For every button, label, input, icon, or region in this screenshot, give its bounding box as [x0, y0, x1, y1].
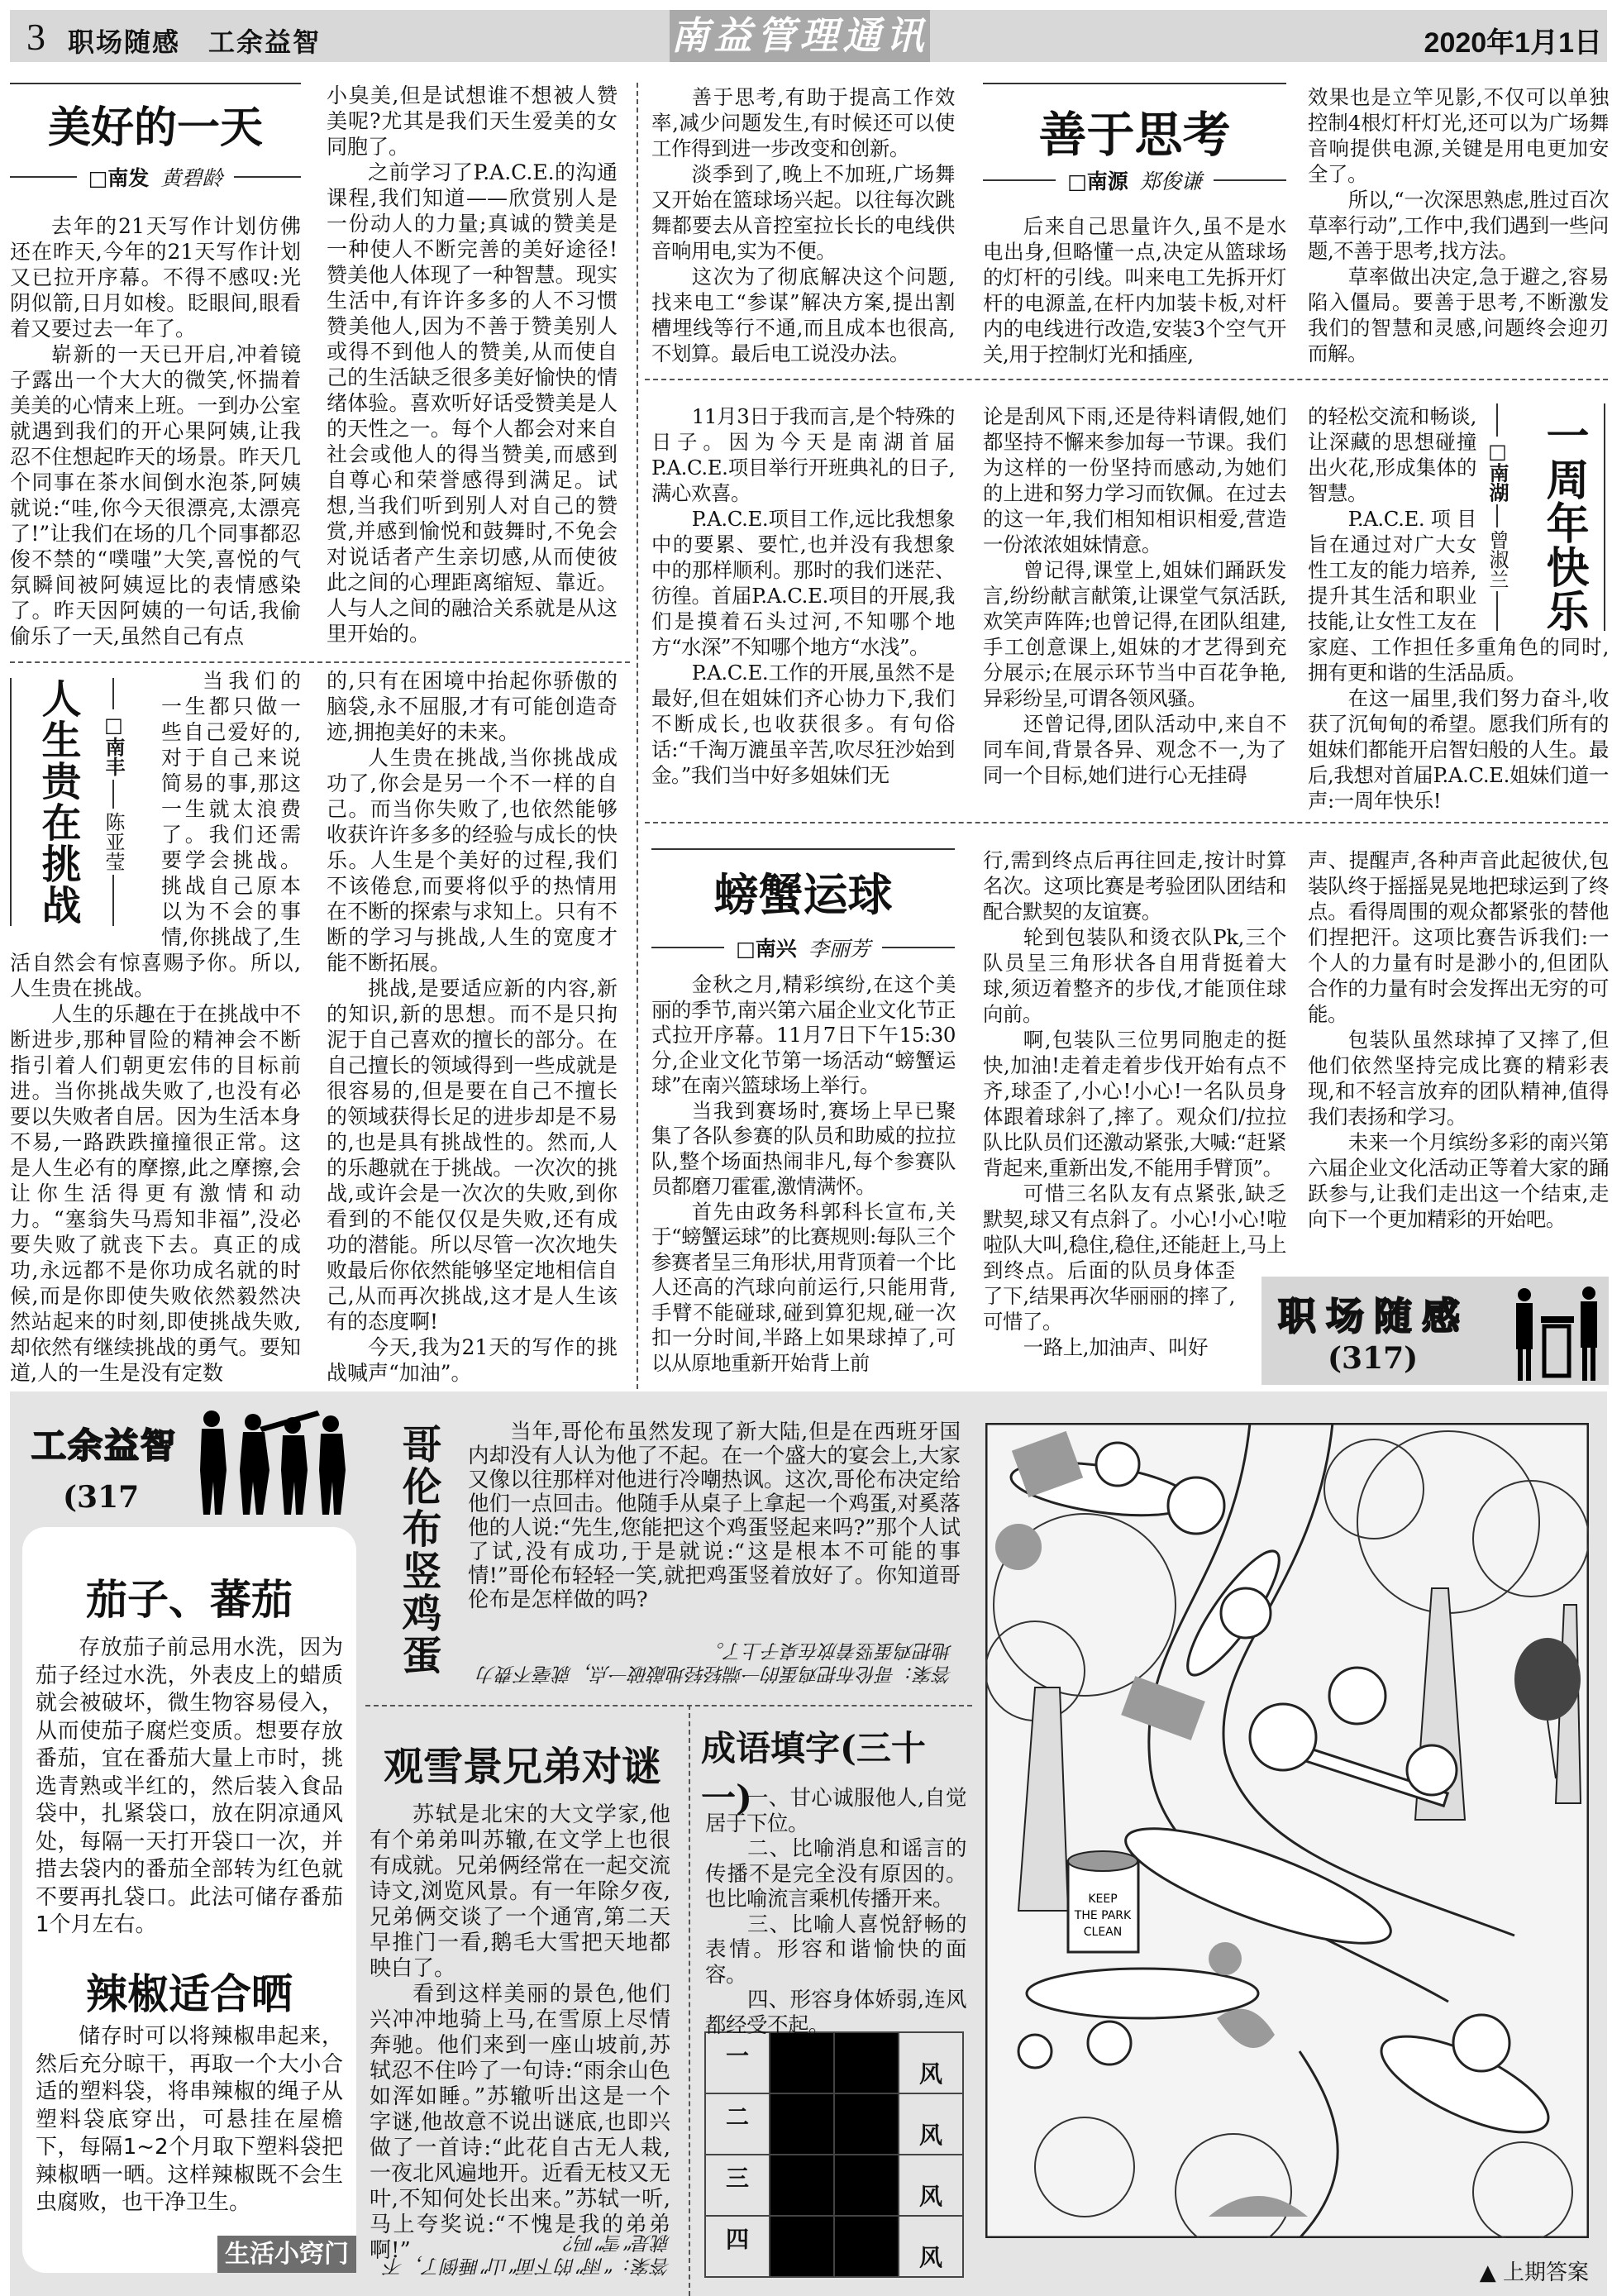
paragraph: 可惜三名队友有点紧张,缺乏默契,球又有点斜了。小心!小心!啦啦队大叫,稳住,稳住,还能赶上,马上到终点。后面的队员身体歪了下,结果再次华丽丽的摔了,可惜了。 — [983, 1181, 1286, 1334]
paragraph: 还曾记得,团队活动中,来自不同车间,背景各异、观念不一,为了同一个目标,她们进行心无挂碍 — [983, 712, 1286, 787]
article-column — [651, 403, 955, 788]
paragraph: 一路上,加油声、叫好 — [1023, 1335, 1209, 1359]
row-number: 一 — [705, 2032, 770, 2093]
paragraph: 后来自己思量许久,虽不是水电出身,但略懂一点,决定从篮球场的灯杆的引线。叫来电工先拆开灯杆的电源盖,在杆内加装卡板,对杆内的电线进行改造,安装3个空气开关,用于控制灯光和插座, — [983, 214, 1286, 366]
paragraph: 挑战,是要适应新的内容,新的知识,新的思想。而不是只拘泥于自己喜欢的擅长的部分。在自己擅长的领域得到一些成就是很容易的,但是要在自己不擅长的领域获得长足的进步却是不易的,也是具有挑战性的。然而,人的乐趣就在于挑战。一次次的挑战,或许会是一次次的失败,到你看到的不能仅仅是失败,还有成功的潜能。所以尽管一次次地失败最后你依然能够坚定地相信自己,从而再次挑战,这才是人生该有的态度啊! — [327, 976, 618, 1334]
paragraph: 崭新的一天已开启,冲着镜子露出一个大大的微笑,怀揣着美美的心情来上班。一到办公室就遇到我们的开心果阿姨,让我忍不住想起昨天的场景。昨天几个同事在茶水间倒水泡茶,阿姨就说:“哇,你今天很漂亮,太漂亮了!”让我们在场的几个同事都忍俊不禁的“噗嗤”大笑,喜悦的气氛瞬间被阿姨逗比的表情感染了。昨天因阿姨的一句话,我偷偷乐了一天,虽然自己有点 — [10, 342, 301, 648]
idiom-row — [705, 2032, 963, 2093]
blank-cell[interactable] — [770, 2216, 834, 2277]
byline — [651, 933, 955, 962]
musicians-silhouette-icon — [195, 1407, 348, 1515]
author-unit: □南发 — [88, 166, 150, 190]
author-unit: □南湖 — [1486, 437, 1508, 504]
paragraph: 声、提醒声,各种声音此起彼伏,包装队终于摇摇晃晃地把球运到了终点。看得周围的观众都紧张的替他们捏把汗。这项比赛告诉我们:一个人的力量有时是渺小的,但团队合作的力量有时会发挥出无穷的可能。 — [1308, 848, 1609, 1026]
author-name: 陈亚莹 — [103, 809, 124, 875]
paragraph: 苏轼是北宋的大文学家,他有个弟弟叫苏辙,在文学上也很有成就。兄弟俩经常在一起交流诗文,浏览风景。有一年除夕夜,兄弟俩交谈了一个通宵,第二天早推门一看,鹅毛大雪把天地都映白了。 — [370, 1802, 671, 1981]
author-unit: □南丰 — [103, 709, 124, 780]
article-column — [983, 847, 1286, 1390]
article-title: 美好的一天 — [47, 103, 263, 153]
find-the-difference-cartoon — [985, 1423, 1589, 2238]
article-column — [983, 213, 1286, 367]
paragraph: 四、形容身体娇弱,连风都经受不起。 — [705, 1988, 966, 2038]
given-char: 风 — [899, 2032, 963, 2093]
column-badge — [1261, 1277, 1609, 1385]
paragraph: 善于思考,有助于提高工作效率,减少问题发生,有时候还可以使工作得到进一步改变和创新。 — [651, 85, 955, 160]
byline — [10, 162, 301, 192]
paragraph: P.A.C.E.工作的开展,虽然不是最好,但在姐妹们齐心协力下,我们不断成长,也收获很多。有句俗话:“千淘万漉虽辛苦,吹尽狂沙始到金。”我们当中好多姐妹们无 — [651, 661, 955, 787]
sign-line: CLEAN — [1083, 1926, 1123, 1939]
row-number: 四 — [705, 2216, 770, 2277]
riddle-answer-upside-down: 答案：“雨”的下面“山”睡倒了，不就是“雪”吗？ — [384, 2232, 670, 2276]
puzzle-answer-upside-down: 答案：哥伦布把鸡蛋的一端轻轻地敲破一点，就毫不费力地把鸡蛋竖着放在桌子上了。 — [477, 1640, 952, 1684]
tips-card — [22, 1527, 356, 2273]
riddle-title: 观雪景兄弟对谜 — [383, 1744, 661, 1790]
paragraph: 首先由政务科郭科长宣布,关于“螃蟹运球”的比赛规则:每队三个参赛者呈三角形状,用背顶着一个比人还高的汽球向前运行,只能用背,手臂不能碰球,碰到算犯规,碰一次扣一分时间,半路上如果球掉了,可以从原地重新开始背上前 — [651, 1199, 956, 1375]
puzzle-caption: ▲ 上期答案 — [1479, 2260, 1589, 2285]
puzzle-text — [468, 1420, 961, 1612]
paragraph: 当年,哥伦布虽然发现了新大陆,但是在西班牙国内却没有人认为他了不起。在一个盛大的宴会上,大家又像以往那样对他进行冷嘲热讽。这次,哥伦布决定给他们一点回击。他随手从桌子上拿起一个鸡蛋,对奚落他的人说:“先生,您能把这个鸡蛋竖起来吗?”那个人试了试,没有成功,于是就说:“这是根本不可能的事情!”哥伦布轻轻一笑,就把鸡蛋竖着放好了。你知道哥伦布是怎样做的吗? — [468, 1420, 961, 1612]
author-name: 黄碧龄 — [160, 166, 223, 190]
blank-cell[interactable] — [834, 2155, 899, 2216]
blank-cell[interactable] — [770, 2093, 834, 2155]
paragraph: 今天,我为21天的写作的挑战喊声“加油”。 — [327, 1335, 618, 1385]
paragraph: 草率做出决定,急于避之,容易陷入僵局。要善于思考,不断激发我们的智慧和灵感,问题终会迎刃而解。 — [1308, 265, 1609, 365]
sign-line: THE PARK — [1074, 1909, 1132, 1922]
article-column — [327, 668, 618, 1386]
title-block — [10, 668, 161, 946]
paragraph: 淡季到了,晚上不加班,广场舞又开始在篮球场兴起。以往每次跳舞都要去从音控室拉长长的电线供音响用电,实为不便。 — [651, 162, 955, 263]
tip-text — [36, 1635, 343, 1940]
tip-title: 辣椒适合晒 — [86, 1970, 293, 2018]
article-column — [327, 83, 618, 647]
paragraph: 人生贵在挑战,当你挑战成功了,你会是另一个不一样的自己。而当你失败了,也依然能够收获许许多多的经验与成长的快乐。人生是个美好的过程,我们不该倦怠,而要将似乎的热情用在不断的探索与求知上。只有不断的学习与挑战,人生的宽度才能不断拓展。 — [327, 746, 618, 975]
article-column — [1308, 847, 1609, 1232]
paragraph: P.A.C.E.项目旨在通过对广大女性工友的能力培养,提升其生活和职业技能,让女性工友在家庭、工作担任多重角色的同时,拥有更和谐的生活品质。 — [1308, 507, 1609, 685]
idiom-title: 成语填字(三十一) — [701, 1728, 926, 1818]
idiom-row — [705, 2216, 963, 2277]
section-divider — [645, 379, 1608, 380]
paragraph: 三、比喻人喜悦舒畅的表情。形容和谐愉快的面容。 — [705, 1912, 966, 1988]
paragraph: 包装队虽然球掉了又摔了,但他们依然坚持完成比赛的精彩表现,和不轻言放弃的团队精神,值得我们表扬和学习。 — [1308, 1028, 1609, 1129]
blank-cell[interactable] — [834, 2032, 899, 2093]
paragraph: 这次为了彻底解决这个问题,找来电工“参谋”解决方案,提出割槽埋线等行不通,而且成本也很高,不划算。最后电工说没办法。 — [651, 265, 955, 365]
paragraph: 11月3日于我而言,是个特殊的日子。因为今天是南湖首届P.A.C.E.项目举行开班典礼的日子,满心欢喜。 — [651, 404, 955, 505]
article-column — [10, 213, 301, 649]
office-workers-silhouette-icon — [1509, 1283, 1605, 1382]
paragraph: 小臭美,但是试想谁不想被人赞美呢?尤其是我们天生爱美的女同胞了。 — [327, 84, 618, 159]
page-number: 3 — [26, 16, 45, 58]
idiom-clues — [705, 1786, 966, 2038]
section-names: 职场随感 工余益智 — [68, 26, 322, 58]
paragraph: 曾记得,课堂上,姐妹们踊跃发言,纷纷献言献策,让课堂气氛活跃,欢笑声阵阵;也曾记得,在团队组建,手工创意课上,姐妹的才艺得到充分展示;在展示环节当中百花争艳,异彩纷呈,可谓各领风骚。 — [983, 558, 1286, 710]
leisure-badge-title: 工余益智 — [31, 1425, 178, 1466]
author-unit: □南源 — [1067, 169, 1128, 193]
paragraph: 行,需到终点后再往回走,按计时算名次。这项比赛是考验团队团结和配合默契的友谊赛。 — [983, 848, 1286, 924]
paragraph: 未来一个月缤纷多彩的南兴第六届企业文化活动正等着大家的踊跃参与,让我们走出这一个结束,走向下一个更加精彩的开始吧。 — [1308, 1130, 1609, 1231]
leisure-badge-issue: (317 — [63, 1480, 140, 1515]
column-divider — [637, 83, 638, 1389]
article-title: 人生贵在挑战 — [35, 678, 81, 926]
issue-date: 2020年1月1日 — [1424, 27, 1602, 59]
blank-cell[interactable] — [770, 2155, 834, 2216]
title-rule — [651, 848, 955, 850]
masthead-logo: 南益管理通讯 — [670, 10, 930, 62]
author-unit: □南兴 — [736, 937, 797, 961]
article-column — [10, 668, 301, 1386]
paragraph: 看到这样美丽的景色,他们兴冲冲地骑上马,在雪原上尽情奔驰。他们来到一座山坡前,苏轼忍不住吟了一句诗:“雨余山色如浑如睡。”苏辙听出这是一个字谜,他故意不说出谜底,也即兴做了一首诗:“此花自古无人栽,一夜北风遍地开。近看无枝又无叶,不知何处长出来。”苏轼一听,马上夸奖说:“不愧是我的弟弟啊!” — [370, 1982, 671, 2263]
paragraph: 去年的21天写作计划仿佛还在昨天,今年的21天写作计划又已拉开序幕。不得不感叹:光阴似箭,日月如梭。眨眼间,眼看着又要过去一年了。 — [10, 214, 301, 341]
idiom-row — [705, 2155, 963, 2216]
article-column — [983, 403, 1286, 788]
puzzle-title: 哥伦布竖鸡蛋 — [395, 1424, 441, 1677]
tip-title: 茄子、蕃茄 — [86, 1576, 293, 1624]
paragraph: 之前学习了P.A.C.E.的沟通课程,我们知道——欣赏别人是一份动人的力量;真诚的赞美是一种使人不断完善的美好途径!赞美他人体现了一种智慧。现实生活中,有许许多多的人不习惯赞美他人,因为不善于赞美别人或得不到他人的赞美,从而使自己的生活缺乏很多美好愉快的情绪体验。喜欢听好话受赞美是人的天性之一。每个人都会对来自社会或他人的得当赞美,而感到自尊心和荣誉感得到满足。试想,当我们听到别人对自己的赞赏,并感到愉悦和鼓舞时,不免会对说话者产生亲切感,从而使彼此之间的心理距离缩短、靠近。人与人之间的融洽关系就是从这里开始的。 — [327, 160, 618, 646]
title-rule — [983, 83, 1286, 84]
paragraph: 二、比喻消息和谣言的传播不是完全没有原因的。也比喻流言乘机传播开来。 — [705, 1836, 966, 1912]
row-number: 二 — [705, 2093, 770, 2155]
article-title: 一周年快乐 — [1538, 413, 1589, 632]
given-char: 风 — [899, 2155, 963, 2216]
column-divider — [689, 1705, 690, 2296]
author-name: 曾淑兰 — [1486, 527, 1508, 591]
paragraph: 金秋之月,精彩缤纷,在这个美丽的季节,南兴第六届企业文化节正式拉开序幕。11月7日下午15:30分,企业文化节第一场活动“螃蟹运球”在南兴篮球场上举行。 — [651, 972, 956, 1097]
paragraph: 所以,“一次深思熟虑,胜过百次草率行动”,工作中,我们遇到一些问题,不善于思考,找方法。 — [1308, 188, 1609, 263]
sign-line: KEEP — [1088, 1893, 1118, 1906]
article-column — [1308, 84, 1609, 366]
idiom-row — [705, 2093, 963, 2155]
paragraph: 一、甘心诚服他人,自觉居于下位。 — [705, 1786, 966, 1836]
blank-cell[interactable] — [770, 2032, 834, 2093]
article-title: 善于思考 — [1038, 107, 1231, 163]
blank-cell[interactable] — [834, 2216, 899, 2277]
article-column — [651, 972, 956, 1376]
tips-label: 生活小窍门 — [217, 2236, 356, 2273]
badge-issue: (317) — [1328, 1341, 1419, 1376]
riddle-text — [370, 1802, 670, 2264]
badge-title: 职场随感 — [1278, 1294, 1470, 1339]
paragraph: 当我到赛场时,赛场上早已聚集了各队参赛的队员和助威的拉拉队,整个场面热闹非凡,每个参赛队员都磨刀霍霍,激情满怀。 — [651, 1098, 956, 1198]
paragraph: 论是刮风下雨,还是待料请假,她们都坚持不懈来参加每一节课。我们为这样的一份坚持而感动,为她们的上进和努力学习而钦佩。在过去的这一年,我们相知相识相爱,营造一份浓浓姐妹情意。 — [983, 404, 1286, 556]
section-divider — [365, 1705, 972, 1706]
paragraph: 效果也是立竿见影,不仅可以单独控制4根灯杆灯光,还可以为广场舞音响提供电源,关键是用电更加安全了。 — [1308, 85, 1609, 186]
paragraph: 的,只有在困境中抬起你骄傲的脑袋,永不屈服,才有可能创造奇迹,拥抱美好的未来。 — [327, 669, 618, 744]
paragraph: 啊,包装队三位男同胞走的挺快,加油!走着走着步伐开始有点不齐,球歪了,小心!小心!一名队员身体跟着球斜了,摔了。观众们/拉拉队比队员们还激动紧张,大喊:“赶紧背起来,重新出发,不能用手臂顶”。 — [983, 1028, 1286, 1180]
title-block — [1476, 403, 1609, 634]
section-divider — [645, 822, 1608, 823]
author-name: 郑俊谦 — [1139, 169, 1202, 193]
paragraph: 当我们的一生都只做一些自己爱好的,对于自己来说简易的事,那这一生就太浪费了。我们还需要学会挑战。挑战自己原本以为不会的事情,你挑战了,生活自然会有惊喜赐予你。所以,人生贵在挑战。 — [10, 669, 301, 1000]
idiom-grid — [704, 2031, 964, 2278]
paragraph: 的轻松交流和畅谈,让深藏的思想碰撞出火花,形成集体的智慧。 — [1308, 404, 1476, 505]
paragraph: 人生的乐趣在于在挑战中不断进步,那种冒险的精神会不断指引着人们朝更宏伟的目标前进。当你挑战失败了,也没有必要以失败者自居。因为生活本身不易,一路跌跌撞撞很正常。这是人生必有的摩擦,此之摩擦,会让你生活得更有激情和动力。“塞翁失马焉知非福”,没必要失败了就丧下去。真正的成功,永远都不是你功成名就的时候,而是你即使失败依然毅然决然站起来的时刻,即使挑战失败,却依然有继续挑战的勇气。要知道,人的一生是没有定数 — [10, 1002, 301, 1385]
article-column — [651, 84, 955, 366]
paragraph: P.A.C.E.项目工作,远比我想象中的要累、要忙,也并没有我想象中的那样顺利。那时的我们迷茫、彷徨。首届P.A.C.E.项目的开展,我们是摸着石头过河,不知哪个地方“水深”不知哪个地方“水浅”。 — [651, 507, 955, 659]
page-header — [10, 10, 1607, 62]
article-column — [1308, 403, 1609, 814]
tip-text — [36, 2023, 343, 2217]
paragraph: 轮到包装队和烫衣队Pk,三个队员呈三角形状各自用背挺着大球,须迈着整齐的步伐,才能顶住球向前。 — [983, 925, 1286, 1026]
row-number: 三 — [705, 2155, 770, 2216]
author-name: 李丽芳 — [808, 937, 870, 961]
given-char: 风 — [899, 2093, 963, 2155]
section-divider — [10, 661, 630, 663]
paragraph: 在这一届里,我们努力奋斗,收获了沉甸甸的希望。愿我们所有的姐妹们都能开启智妇般的人生。最后,我想对首届P.A.C.E.姐妹们道一声:一周年快乐! — [1308, 686, 1609, 813]
article-title: 螃蟹运球 — [713, 868, 893, 921]
byline — [983, 165, 1286, 195]
given-char: 风 — [899, 2216, 963, 2277]
paragraph: 存放茄子前忌用水洗，因为茄子经过水洗，外表皮上的蜡质就会被破坏，微生物容易侵入，从而使茄子腐烂变质。想要存放番茄，宜在番茄大量上市时，挑选青熟或半红的，然后装入食品袋中，扎紧袋口，放在阴凉通风处，每隔一天打开袋口一次，并措去袋内的番茄全部转为红色就不要再扎袋口。此法可储存番茄1个月左右。 — [36, 1635, 343, 1937]
blank-cell[interactable] — [834, 2093, 899, 2155]
title-rule — [10, 83, 301, 84]
paragraph: 储存时可以将辣椒串起来，然后充分晾干，再取一个大小合适的塑料袋，将串辣椒的绳子从塑料袋底穿出，可悬挂在屋檐下，每隔1~2个月取下塑料袋把辣椒晒一晒。这样辣椒既不会生虫腐败，也干净卫生。 — [36, 2024, 343, 2215]
